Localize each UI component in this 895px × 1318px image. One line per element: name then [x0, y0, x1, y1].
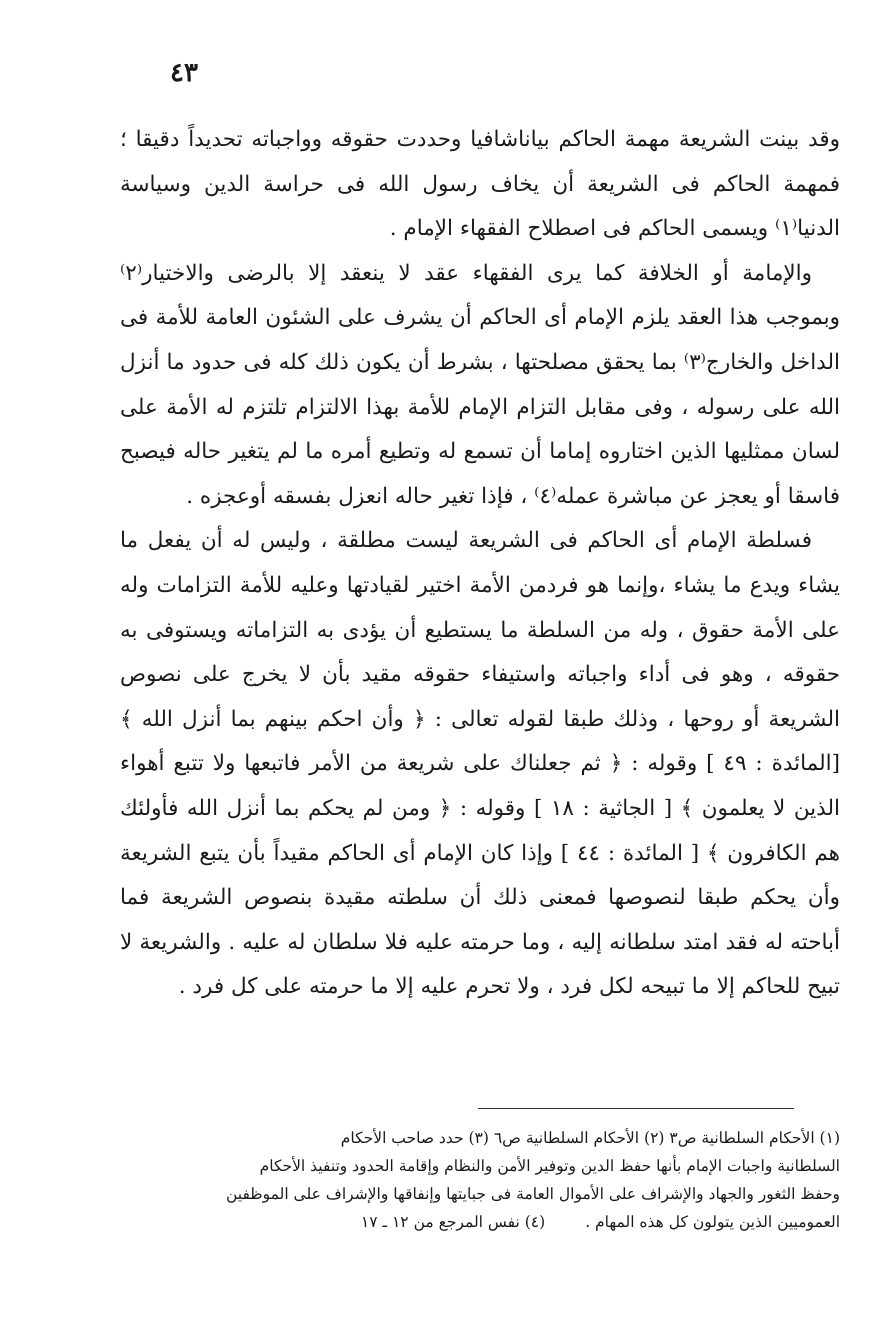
page-number: ٤٣ — [170, 58, 198, 88]
footnote-divider — [478, 1108, 794, 1109]
footnote-line-2: السلطانية واجبات الإمام بأنها حفظ الدين وتوفير الأمن والنظام وإقامة الحدود وتنفيذ الأحكام — [259, 1157, 840, 1175]
paragraph-1: وقد بينت الشريعة مهمة الحاكم بياناشافيا وحددت حقوقه وواجباته تحديداً دقيقا ؛ فمهمة الحاكم فى الشريعة أن يخاف رسول الله فى حراسة الدين وسياسة الدنيا⁽١⁾ ويسمى الحاكم فى اصطلاح الفقهاء الإمام . — [120, 127, 840, 242]
paragraph-2: والإمامة أو الخلافة كما يرى الفقهاء عقد لا ينعقد إلا بالرضى والاختيار⁽٢⁾ وبموجب هذا العقد يلزم الإمام أى الحاكم أن يشرف على الشئون العامة للأمة فى الداخل والخارج⁽٣⁾ بما يحقق مصلحتها ، بشرط أن يكون ذلك كله فى حدود ما أنزل الله على رسوله ، وفى مقابل التزام الإمام للأمة بهذا الالتزام تلتزم له الأمة على لسان ممثليها الذين اختاروه إماما أن تسمع له وتطيع أمره ما لم يتغير حاله فيصبح فاسقا أو يعجز عن مباشرة عمله⁽٤⁾ ، فإذا تغير حاله انعزل بفسقه أوعجزه . — [120, 260, 840, 509]
footnote-line-4-text: العموميين الذين يتولون كل هذه المهام . — [585, 1213, 840, 1231]
footnote-4: (٤) نفس المرجع من ١٢ ـ ١٧ — [360, 1213, 546, 1231]
footnote-line-3: وحفظ الثغور والجهاد والإشراف على الأموال العامة فى جبايتها وإنفاقها والإشراف على الموظفين — [225, 1185, 840, 1203]
body-text — [120, 118, 840, 1010]
footnote-line-4 — [120, 1208, 840, 1236]
paragraph-3: فسلطة الإمام أى الحاكم فى الشريعة ليست مطلقة ، وليس له أن يفعل ما يشاء ويدع ما يشاء ،وإنما هو فردمن الأمة اختير لقيادتها وعليه للأمة التزامات وله على الأمة حقوق ، وله من السلطة ما يستطيع أن يؤدى به التزاماته ويستوفى به حقوقه ، وهو فى أداء واجباته واستيفاء حقوقه مقيد بأن لا يخرج على نصوص الشريعة أو روحها ، وذلك طبقا لقوله تعالى : ﴿ وأن احكم بينهم بما أنزل الله ﴾ [المائدة : ٤٩ ] وقوله : ﴿ ثم جعلناك على شريعة من الأمر فاتبعها ولا تتبع أهواء الذين لا يعلمون ﴾ [ الجاثية : ١٨ ] وقوله : ﴿ ومن لم يحكم بما أنزل الله فأولئك هم الكافرون ﴾ [ المائدة : ٤٤ ] وإذا كان الإمام أى الحاكم مقيداً بأن يتبع الشريعة وأن يحكم طبقا لنصوصها فمعنى ذلك أن سلطته مقيدة بنصوص الشريعة فما أباحته له فقد امتد سلطانه إليه ، وما حرمته عليه فلا سلطان له عليه . والشريعة لا تبيح للحاكم إلا ما تبيحه لكل فرد ، ولا تحرم عليه إلا ما حرمته على كل فرد . — [120, 528, 840, 1000]
footnotes — [120, 1124, 840, 1236]
footnote-line-1: (١) الأحكام السلطانية ص٣ (٢) الأحكام السلطانية ص٦ (٣) حدد صاحب الأحكام — [340, 1129, 840, 1147]
